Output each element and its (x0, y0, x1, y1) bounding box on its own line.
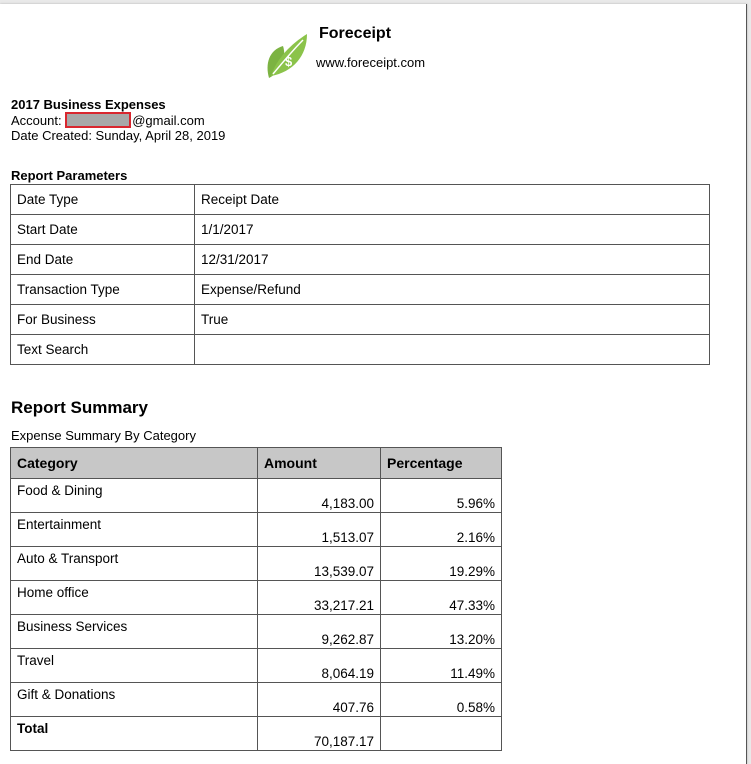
account-line (11, 112, 225, 128)
percentage-cell: 13.20% (381, 615, 502, 649)
parameter-label: End Date (11, 245, 195, 275)
report-title: 2017 Business Expenses (11, 97, 166, 112)
parameter-label: Transaction Type (11, 275, 195, 305)
table-row (11, 547, 502, 581)
column-header-amount: Amount (258, 448, 381, 479)
parameter-label: For Business (11, 305, 195, 335)
table-row (11, 479, 502, 513)
category-cell: Auto & Transport (11, 547, 258, 581)
category-cell: Travel (11, 649, 258, 683)
parameter-row (11, 275, 710, 305)
category-cell: Food & Dining (11, 479, 258, 513)
foreceipt-leaf-logo-icon (263, 28, 309, 80)
amount-cell: 8,064.19 (258, 649, 381, 683)
category-cell: Entertainment (11, 513, 258, 547)
parameter-value: Receipt Date (195, 185, 710, 215)
parameter-row (11, 335, 710, 365)
parameter-row (11, 305, 710, 335)
percentage-cell: 0.58% (381, 683, 502, 717)
account-label: Account: (11, 113, 62, 128)
report-meta (11, 97, 225, 143)
amount-cell: 33,217.21 (258, 581, 381, 615)
parameter-row (11, 215, 710, 245)
brand-url: www.foreceipt.com (316, 55, 426, 70)
parameter-value: True (195, 305, 710, 335)
table-row (11, 683, 502, 717)
redacted-account (65, 112, 131, 128)
parameters-table (10, 184, 710, 365)
percentage-cell: 47.33% (381, 581, 502, 615)
table-row (11, 649, 502, 683)
amount-cell: 13,539.07 (258, 547, 381, 581)
account-suffix: @gmail.com (132, 113, 205, 128)
parameter-label: Text Search (11, 335, 195, 365)
summary-header-row (11, 448, 502, 479)
parameter-value: Expense/Refund (195, 275, 710, 305)
parameter-row (11, 185, 710, 215)
total-label: Total (11, 717, 258, 751)
summary-heading: Report Summary (11, 398, 148, 417)
report-header (263, 24, 483, 86)
percentage-cell: 11.49% (381, 649, 502, 683)
total-row (11, 717, 502, 751)
table-row (11, 513, 502, 547)
column-header-percentage: Percentage (381, 448, 502, 479)
percentage-cell: 2.16% (381, 513, 502, 547)
category-cell: Gift & Donations (11, 683, 258, 717)
percentage-cell: 5.96% (381, 479, 502, 513)
date-created: Date Created: Sunday, April 28, 2019 (11, 128, 226, 143)
summary-table (10, 447, 502, 751)
percentage-cell: 19.29% (381, 547, 502, 581)
table-row (11, 581, 502, 615)
amount-cell: 407.76 (258, 683, 381, 717)
table-row (11, 615, 502, 649)
amount-cell: 9,262.87 (258, 615, 381, 649)
parameter-label: Start Date (11, 215, 195, 245)
amount-cell: 1,513.07 (258, 513, 381, 547)
parameter-row (11, 245, 710, 275)
parameter-label: Date Type (11, 185, 195, 215)
total-percentage (381, 717, 502, 751)
parameters-heading: Report Parameters (11, 168, 128, 183)
category-cell: Home office (11, 581, 258, 615)
report-page (0, 4, 747, 764)
category-cell: Business Services (11, 615, 258, 649)
parameter-value (195, 335, 710, 365)
summary-subheading: Expense Summary By Category (11, 428, 196, 443)
parameter-value: 1/1/2017 (195, 215, 710, 245)
amount-cell: 4,183.00 (258, 479, 381, 513)
parameter-value: 12/31/2017 (195, 245, 710, 275)
svg-text:$: $ (285, 54, 293, 69)
column-header-category: Category (11, 448, 258, 479)
brand-name: Foreceipt (319, 25, 392, 42)
total-amount: 70,187.17 (258, 717, 381, 751)
